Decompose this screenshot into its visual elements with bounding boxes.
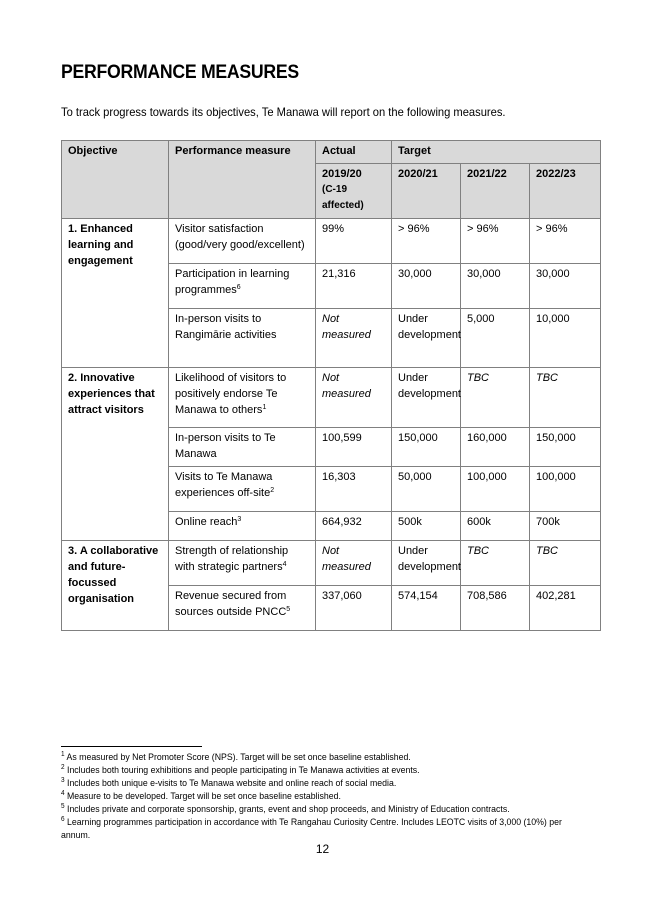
- table-header-row: [62, 141, 601, 164]
- footnote: [61, 751, 544, 764]
- target-cell: Under development: [392, 541, 461, 586]
- target-cell: 574,154: [392, 586, 461, 631]
- footnote-separator: [61, 746, 202, 747]
- measure-cell: Visitor satisfaction (good/very good/excellent): [169, 219, 316, 264]
- footnote-number: 4: [61, 790, 65, 797]
- footnote-ref: 2: [270, 487, 275, 494]
- performance-measures-table: [61, 140, 601, 631]
- measure-text: Revenue secured from sources outside PNCC: [175, 590, 287, 618]
- target-cell: 10,000: [530, 309, 601, 368]
- footnote-text: Includes both unique e-visits to Te Manawa website and online reach of social media.: [67, 778, 397, 789]
- measure-text: Visits to Te Manawa experiences off-site: [175, 471, 273, 499]
- footnote-number: 3: [61, 777, 65, 784]
- footnote-text: Learning programmes participation in accordance with Te Rangahau Curiosity Centre. Includes LEOTC visits of 3,000 (10%) per annum.: [61, 817, 562, 841]
- target-cell: 5,000: [461, 309, 530, 368]
- footnote-text: Includes private and corporate sponsorship, grants, event and shop proceeds, and Ministry of Education contracts.: [67, 804, 510, 815]
- footnote: [61, 790, 544, 803]
- measure-text: Strength of relationship with strategic partners: [175, 545, 289, 573]
- target-cell: 160,000: [461, 428, 530, 467]
- header-target: Target: [392, 141, 601, 164]
- target-cell: 30,000: [530, 264, 601, 309]
- target-cell: 500k: [392, 512, 461, 541]
- header-year-2021-22: 2021/22: [461, 164, 530, 219]
- measure-cell: [169, 264, 316, 309]
- footnote: [61, 764, 544, 777]
- footnote-ref: 3: [237, 516, 242, 523]
- footnote-ref: 4: [282, 561, 287, 568]
- header-actual-year: [316, 164, 392, 219]
- measure-text: Participation in learning programmes: [175, 268, 290, 296]
- target-cell: 150,000: [392, 428, 461, 467]
- measure-cell: [169, 586, 316, 631]
- footnote-ref: 1: [262, 404, 267, 411]
- actual-year-note: (C-19 affected): [322, 184, 364, 211]
- target-cell: TBC: [461, 541, 530, 586]
- measure-cell: [169, 541, 316, 586]
- target-cell: TBC: [530, 368, 601, 428]
- target-cell: 100,000: [530, 467, 601, 512]
- footnote: [61, 777, 544, 790]
- target-cell: 30,000: [461, 264, 530, 309]
- target-cell: 600k: [461, 512, 530, 541]
- page-number: 12: [315, 842, 330, 856]
- actual-cell: Not measured: [316, 368, 392, 428]
- measure-cell: [169, 512, 316, 541]
- table-row: [62, 368, 601, 428]
- actual-cell: 21,316: [316, 264, 392, 309]
- target-cell: 402,281: [530, 586, 601, 631]
- footnote-text: As measured by Net Promoter Score (NPS). Target will be set once baseline established.: [66, 752, 411, 763]
- target-cell: TBC: [530, 541, 601, 586]
- actual-year: 2019/20: [322, 168, 362, 180]
- footnote-number: 1: [61, 751, 65, 758]
- table-row: [62, 541, 601, 586]
- target-cell: > 96%: [461, 219, 530, 264]
- page-title: PERFORMANCE MEASURES: [61, 62, 299, 83]
- target-cell: 30,000: [392, 264, 461, 309]
- target-cell: 50,000: [392, 467, 461, 512]
- footnote-text: Includes both touring exhibitions and people participating in Te Manawa activities at events.: [67, 765, 420, 776]
- measure-cell: [169, 467, 316, 512]
- measure-cell: In-person visits to Te Manawa: [169, 428, 316, 467]
- footnote-text: Measure to be developed. Target will be set once baseline established.: [67, 791, 341, 802]
- target-cell: Under development: [392, 309, 461, 368]
- measure-cell: [169, 368, 316, 428]
- footnotes: [61, 751, 586, 842]
- target-cell: > 96%: [530, 219, 601, 264]
- header-objective: Objective: [62, 141, 169, 219]
- footnote-number: 2: [61, 764, 65, 771]
- objective-cell: 3. A collaborative and future-focussed organisation: [62, 541, 169, 631]
- header-year-2020-21: 2020/21: [392, 164, 461, 219]
- footnote-ref: 6: [236, 284, 241, 291]
- footnote: [61, 816, 576, 842]
- target-cell: 708,586: [461, 586, 530, 631]
- target-cell: TBC: [461, 368, 530, 428]
- table-row: [62, 219, 601, 264]
- intro-paragraph: To track progress towards its objectives, Te Manawa will report on the following measures.: [61, 105, 506, 119]
- footnote: [61, 803, 544, 816]
- target-cell: 150,000: [530, 428, 601, 467]
- footnote-number: 6: [61, 816, 65, 823]
- measure-text: Likelihood of visitors to positively endorse Te Manawa to others: [175, 372, 287, 416]
- actual-cell: 100,599: [316, 428, 392, 467]
- objective-cell: 1. Enhanced learning and engagement: [62, 219, 169, 368]
- actual-cell: 99%: [316, 219, 392, 264]
- header-actual: Actual: [316, 141, 392, 164]
- target-cell: Under development: [392, 368, 461, 428]
- actual-cell: Not measured: [316, 541, 392, 586]
- objective-cell: 2. Innovative experiences that attract visitors: [62, 368, 169, 541]
- footnote-number: 5: [61, 803, 65, 810]
- actual-cell: 337,060: [316, 586, 392, 631]
- target-cell: 700k: [530, 512, 601, 541]
- measure-text: Online reach: [175, 516, 238, 528]
- actual-cell: Not measured: [316, 309, 392, 368]
- header-year-2022-23: 2022/23: [530, 164, 601, 219]
- header-performance-measure: Performance measure: [169, 141, 316, 219]
- actual-cell: 664,932: [316, 512, 392, 541]
- measure-cell: In-person visits to Rangimārie activities: [169, 309, 316, 368]
- target-cell: 100,000: [461, 467, 530, 512]
- actual-cell: 16,303: [316, 467, 392, 512]
- target-cell: > 96%: [392, 219, 461, 264]
- footnote-ref: 5: [286, 606, 291, 613]
